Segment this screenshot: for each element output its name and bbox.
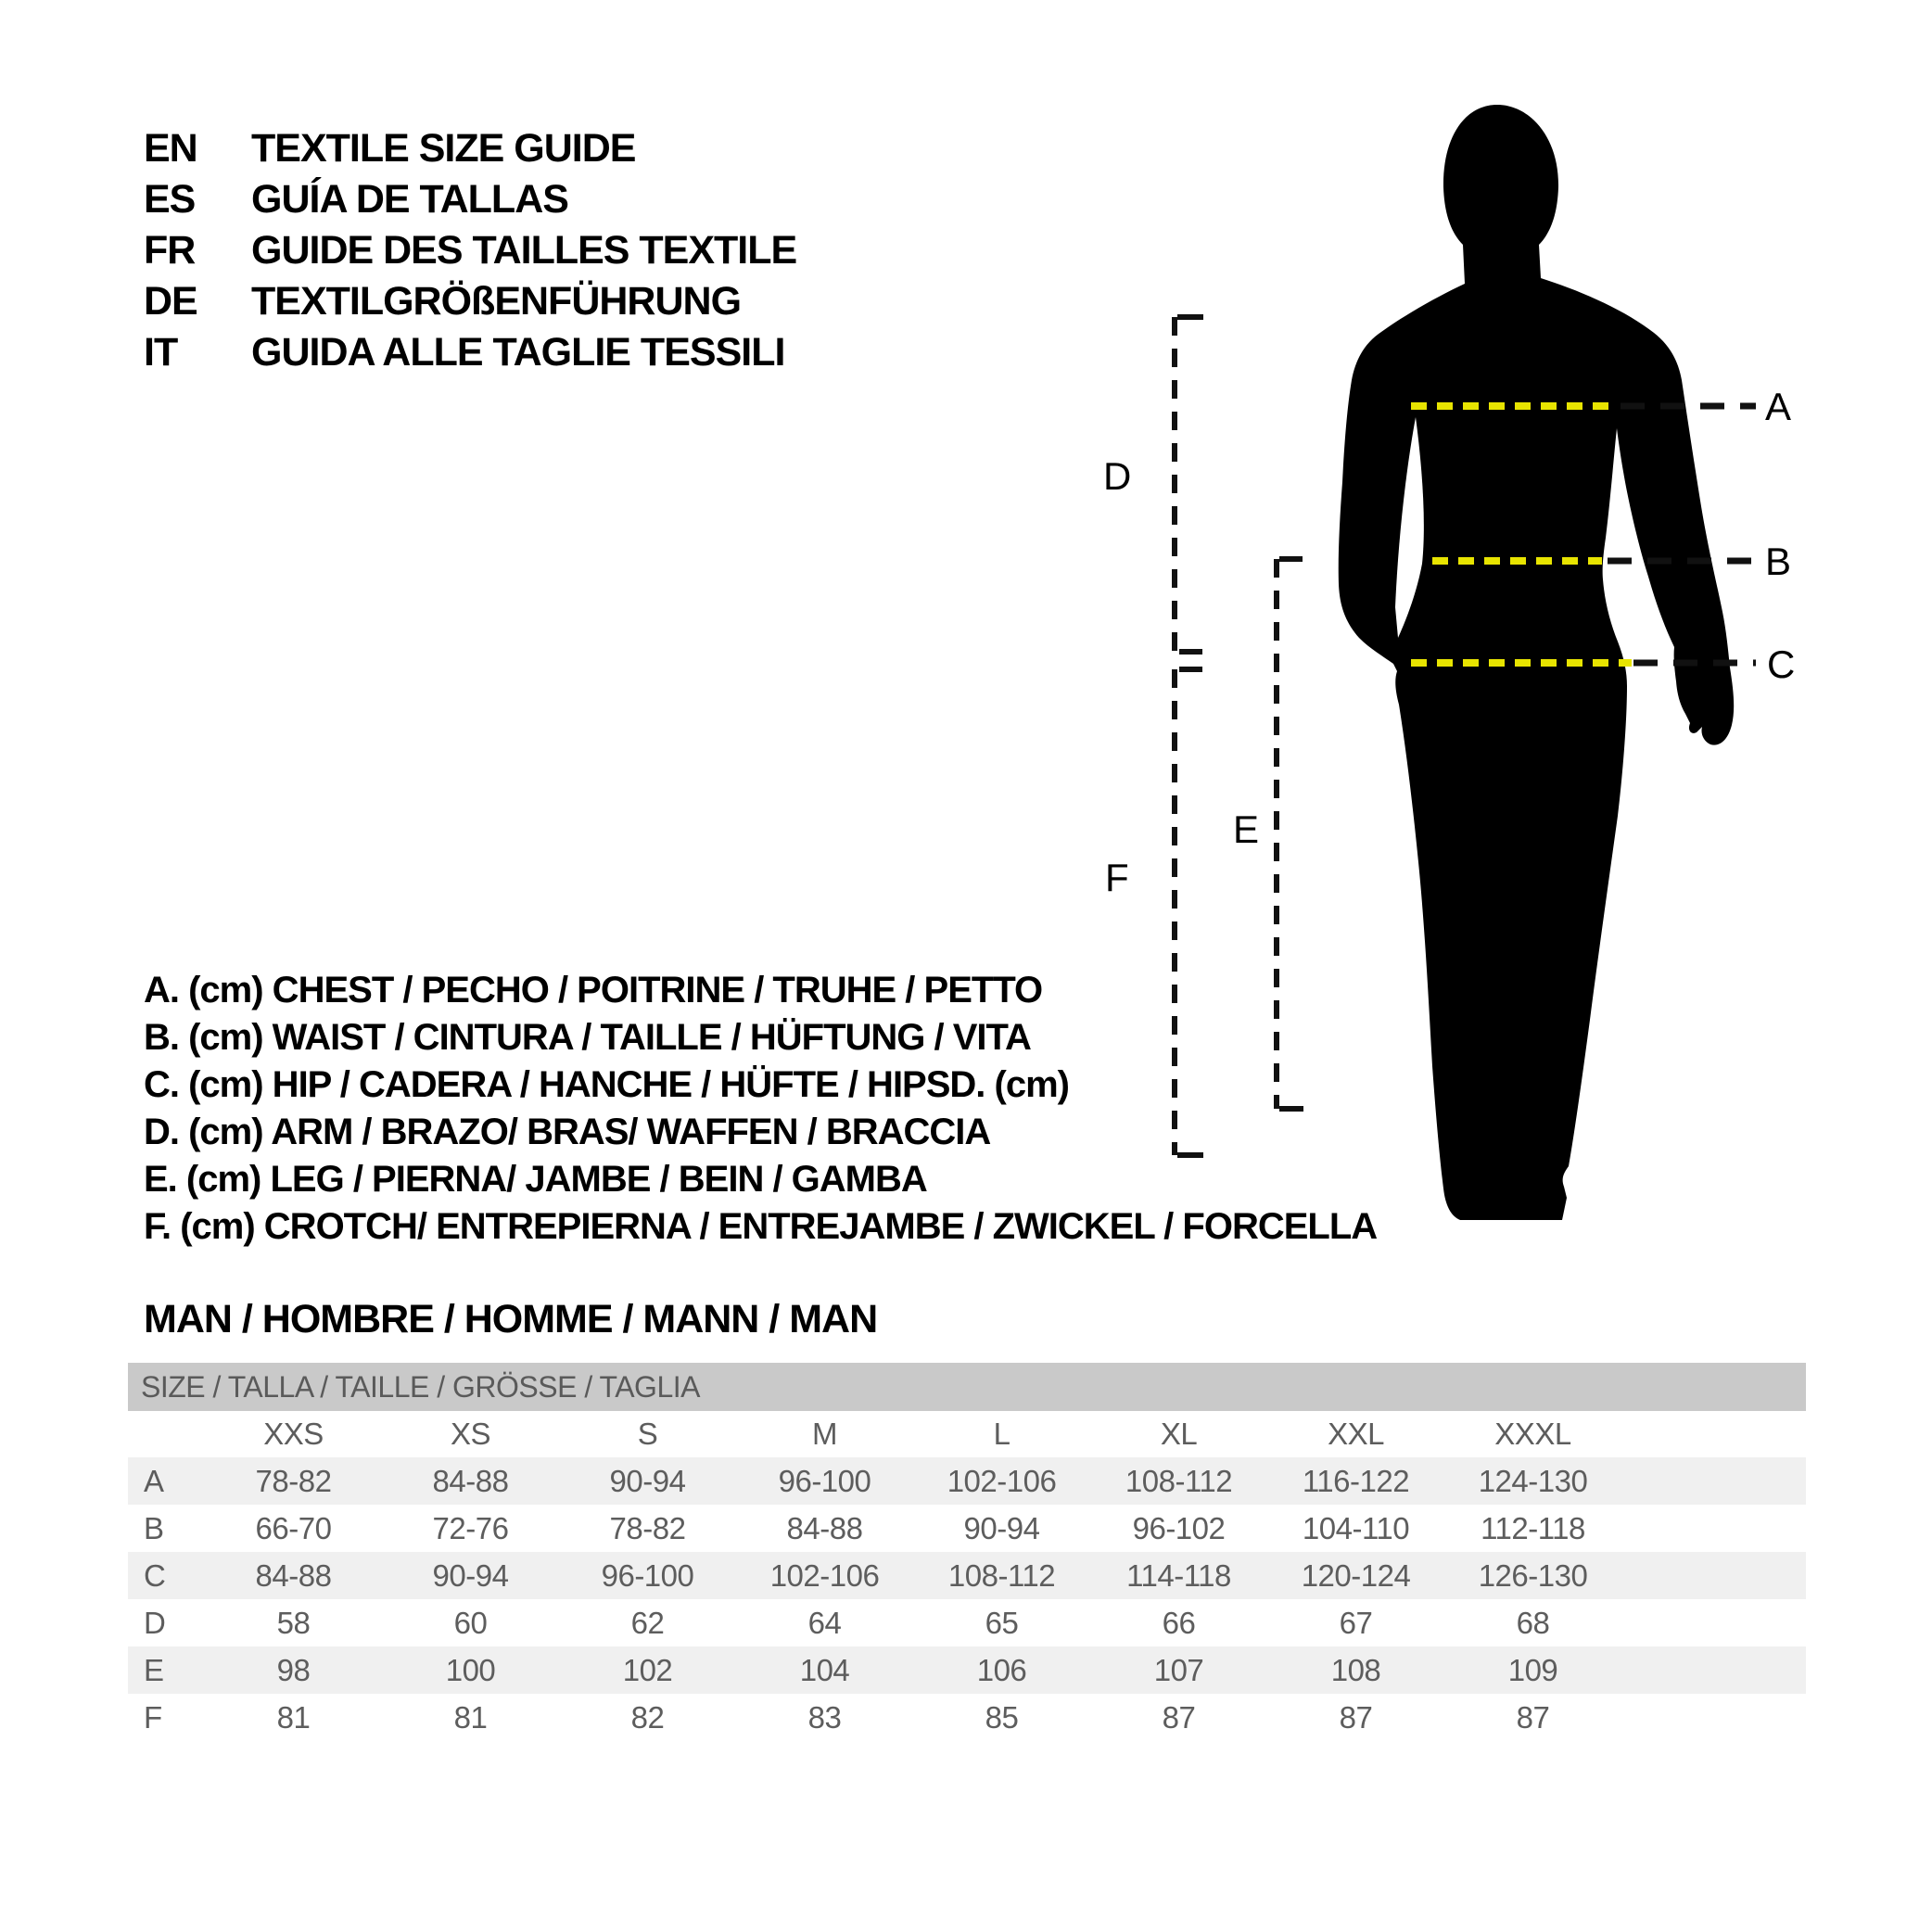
table-row-crotch	[128, 1694, 1806, 1741]
table-cell: 84-88	[255, 1557, 332, 1593]
measure-label-chest: A. (cm) CHEST / PECHO / POITRINE / TRUHE / PETTO	[144, 970, 1043, 1010]
table-cell: 87	[1339, 1699, 1373, 1735]
table-cell: 108-112	[947, 1557, 1056, 1593]
language-label: GUIDE DES TAILLES TEXTILE	[251, 228, 797, 273]
size-header-row	[128, 1411, 1806, 1457]
measure-label-waist: B. (cm) WAIST / CINTURA / TAILLE / HÜFTUNG / VITA	[144, 1017, 1031, 1058]
chest-letter-label: A	[1765, 385, 1792, 428]
size-table	[128, 1363, 1806, 1741]
table-row-leg	[128, 1646, 1806, 1694]
table-cell: 96-102	[1132, 1510, 1226, 1545]
language-label: TEXTILGRÖßENFÜHRUNG	[251, 279, 742, 324]
table-cell: 67	[1339, 1605, 1373, 1640]
table-row-chest	[128, 1457, 1806, 1505]
table-cell: 104-110	[1302, 1510, 1410, 1545]
language-row	[144, 123, 796, 174]
table-cell: 90-94	[963, 1510, 1040, 1545]
size-column-header: XXL	[1328, 1417, 1384, 1451]
table-cell: 82	[630, 1699, 665, 1735]
table-cell: 90-94	[609, 1463, 686, 1498]
table-cell: 66-70	[255, 1510, 332, 1545]
size-column-header: XL	[1160, 1417, 1198, 1451]
gender-line: MAN / HOMBRE / HOMME / MANN / MAN	[144, 1296, 878, 1341]
size-column-header: XXS	[263, 1417, 324, 1451]
language-row	[144, 327, 796, 378]
table-cell: 100	[445, 1652, 496, 1687]
leg-letter-label: E	[1233, 807, 1260, 851]
language-label: TEXTILE SIZE GUIDE	[251, 126, 636, 171]
table-cell: 114-118	[1126, 1557, 1231, 1593]
arm-letter-label: D	[1103, 454, 1132, 498]
language-row	[144, 225, 796, 276]
language-label: GUÍA DE TALLAS	[251, 177, 568, 222]
language-row	[144, 276, 796, 327]
table-cell: 72-76	[432, 1510, 509, 1545]
table-cell: 84-88	[432, 1463, 509, 1498]
language-code: DE	[144, 279, 197, 324]
table-cell: 102	[622, 1652, 673, 1687]
table-cell: 87	[1516, 1699, 1550, 1735]
hip-letter-label: C	[1767, 642, 1796, 686]
language-code: FR	[144, 228, 196, 273]
table-cell: 109	[1507, 1652, 1558, 1687]
row-label: F	[144, 1699, 163, 1735]
table-cell: 62	[630, 1605, 665, 1640]
table-cell: 108	[1330, 1652, 1381, 1687]
table-cell: 58	[276, 1605, 311, 1640]
table-cell: 78-82	[609, 1510, 686, 1545]
table-cell: 87	[1162, 1699, 1196, 1735]
language-label: GUIDA ALLE TAGLIE TESSILI	[251, 330, 785, 375]
language-code: EN	[144, 126, 197, 171]
table-row-hip	[128, 1552, 1806, 1599]
table-cell: 104	[799, 1652, 850, 1687]
table-cell: 83	[807, 1699, 842, 1735]
table-cell: 68	[1516, 1605, 1550, 1640]
table-cell: 106	[976, 1652, 1027, 1687]
row-label: E	[144, 1652, 165, 1687]
table-cell: 112-118	[1481, 1510, 1585, 1545]
measurement-legend	[144, 967, 1377, 1251]
table-cell: 102-106	[769, 1557, 880, 1593]
table-cell: 126-130	[1478, 1557, 1588, 1593]
table-cell: 108-112	[1125, 1463, 1233, 1498]
measure-label-crotch: F. (cm) CROTCH/ ENTREPIERNA / ENTREJAMBE / ZWICKEL / FORCELLA	[144, 1206, 1378, 1247]
size-column-header: XS	[450, 1417, 491, 1451]
language-code: IT	[144, 330, 178, 375]
language-row	[144, 174, 796, 225]
size-column-header: S	[637, 1417, 658, 1451]
table-cell: 107	[1153, 1652, 1204, 1687]
table-cell: 90-94	[432, 1557, 509, 1593]
table-cell: 120-124	[1301, 1557, 1411, 1593]
language-list	[144, 123, 796, 378]
language-code: ES	[144, 177, 196, 222]
measure-label-leg: E. (cm) LEG / PIERNA/ JAMBE / BEIN / GAMBA	[144, 1159, 927, 1200]
table-cell: 85	[985, 1699, 1019, 1735]
size-column-header: XXXL	[1494, 1417, 1571, 1451]
table-cell: 66	[1162, 1605, 1196, 1640]
table-cell: 102-106	[947, 1463, 1057, 1498]
size-column-header: L	[993, 1417, 1010, 1451]
table-cell: 98	[276, 1652, 311, 1687]
table-cell: 81	[453, 1699, 488, 1735]
table-header-label: SIZE / TALLA / TAILLE / GRÖSSE / TAGLIA	[141, 1369, 700, 1404]
table-cell: 64	[807, 1605, 842, 1640]
table-cell: 84-88	[786, 1510, 863, 1545]
table-cell: 124-130	[1478, 1463, 1588, 1498]
table-cell: 81	[276, 1699, 311, 1735]
row-label: C	[144, 1557, 166, 1593]
crotch-letter-label: F	[1105, 856, 1129, 899]
table-cell: 96-100	[778, 1463, 871, 1498]
table-header-band	[128, 1363, 1806, 1411]
table-cell: 116-122	[1302, 1463, 1410, 1498]
table-row-arm	[128, 1599, 1806, 1646]
table-cell: 96-100	[601, 1557, 694, 1593]
size-column-header: M	[812, 1417, 837, 1451]
table-cell: 65	[985, 1605, 1019, 1640]
measure-label-arm: D. (cm) ARM / BRAZO/ BRAS/ WAFFEN / BRACCIA	[144, 1112, 991, 1152]
table-cell: 60	[453, 1605, 488, 1640]
table-row-waist	[128, 1505, 1806, 1552]
row-label: A	[144, 1463, 165, 1498]
waist-letter-label: B	[1765, 540, 1792, 583]
table-cell: 78-82	[255, 1463, 332, 1498]
row-label: B	[144, 1510, 165, 1545]
measure-label-hip: C. (cm) HIP / CADERA / HANCHE / HÜFTE / HIPSD. (cm)	[144, 1064, 1069, 1105]
row-label: D	[144, 1605, 166, 1640]
